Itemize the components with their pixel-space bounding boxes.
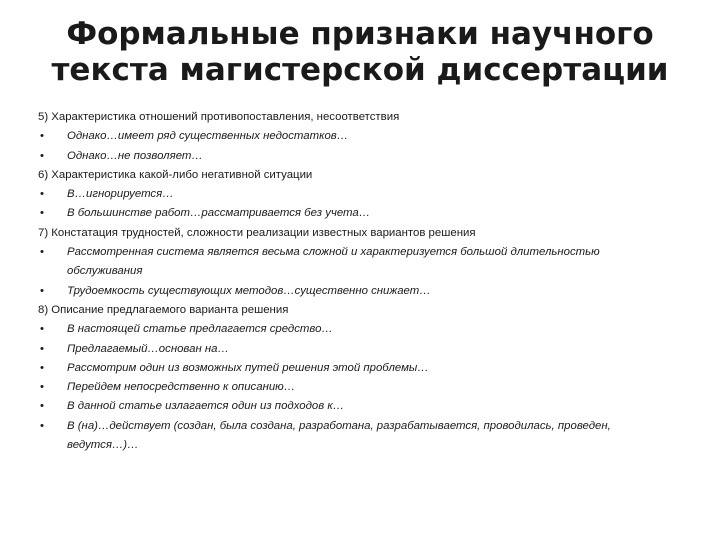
list-item-text: В (на)…действует (создан, была создана, разработана, разрабатывается, проводилась, проведен, ведутся…)… <box>67 419 611 452</box>
list-item <box>38 397 678 416</box>
section-heading-7: 7) Констатация трудностей, сложности реализации известных вариантов решения <box>38 226 476 239</box>
list-item-text: Однако…не позволяет… <box>67 149 203 162</box>
section-heading-6: 6) Характеристика какой-либо негативной ситуации <box>38 168 313 181</box>
list-item <box>38 340 678 359</box>
list-item-text: В настоящей статье предлагается средство… <box>67 323 333 336</box>
page-title <box>40 16 680 88</box>
list-item <box>38 359 678 378</box>
bullet-icon: • <box>40 361 44 374</box>
title-line-2: текста магистерской диссертации <box>51 52 669 88</box>
bullet-icon: • <box>40 342 44 355</box>
bullet-icon: • <box>40 149 44 162</box>
section-heading-5: 5) Характеристика отношений противопоставления, несоответствия <box>38 111 400 123</box>
list-item-text: В большинстве работ…рассматривается без учета… <box>67 207 371 220</box>
list-item-text: В…игнорируется… <box>67 188 174 201</box>
list-item-text: Трудоемкость существующих методов…существенно снижает… <box>67 284 431 297</box>
list-item <box>38 282 678 301</box>
list-item-text: Рассмотренная система является весьма сложной и характеризуется большой длительностью обслуживания <box>67 246 600 278</box>
bullet-icon: • <box>40 400 44 413</box>
bullet-icon: • <box>40 419 44 432</box>
list-item-text: В данной статье излагается один из подходов к… <box>67 400 345 413</box>
title-line-1: Формальные признаки научного <box>66 16 654 52</box>
list-item <box>38 147 678 166</box>
list-item <box>38 243 678 282</box>
list-item <box>38 204 678 223</box>
list-item <box>38 417 678 456</box>
content-body <box>38 108 678 455</box>
bullet-icon: • <box>40 130 44 143</box>
bullet-icon: • <box>40 246 44 259</box>
list-item-text: Однако…имеет ряд существенных недостатков… <box>67 130 349 143</box>
list-item-text: Перейдем непосредственно к описанию… <box>67 381 296 394</box>
bullet-icon: • <box>40 284 44 297</box>
bullet-icon: • <box>40 381 44 394</box>
bullet-icon: • <box>40 188 44 201</box>
list-item <box>38 185 678 204</box>
list-item <box>38 320 678 339</box>
list-item-text: Предлагаемый…основан на… <box>67 342 229 355</box>
section-heading-8: 8) Описание предлагаемого варианта решения <box>38 303 289 316</box>
list-item <box>38 127 678 146</box>
bullet-icon: • <box>40 323 44 336</box>
list-item <box>38 378 678 397</box>
list-item-text: Рассмотрим один из возможных путей решения этой проблемы… <box>67 361 429 374</box>
bullet-icon: • <box>40 207 44 220</box>
